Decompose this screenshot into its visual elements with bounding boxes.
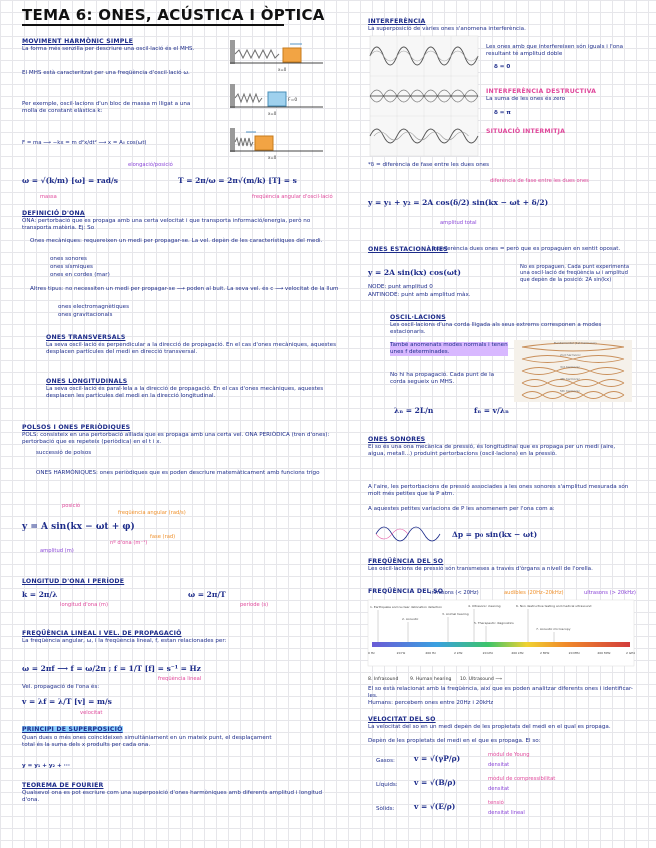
label-position: posició bbox=[62, 503, 81, 509]
spectrum-tick-label: 2 MHz bbox=[540, 651, 550, 655]
superposicio-text: Quan dues o més ones coincideixen simultàniament en un mateix punt, el desplaçament total és la suma dels x produïts per cada ona. bbox=[22, 735, 272, 748]
spectrum-tick-label: 0 Hz bbox=[368, 651, 375, 655]
equation-gas: v = √(γP/ρ) bbox=[414, 754, 461, 763]
spectrum-foot-2: 9. Human hearing bbox=[410, 677, 452, 682]
spectrum-foot-1: 8. Infrasound bbox=[368, 677, 399, 682]
mhs-paragraph-1: La forma més senzilla per descriure una oscil·lació és el MHS. bbox=[22, 46, 195, 52]
spectrum-foot-3: 10. Ultrasound ⟶ bbox=[460, 677, 502, 682]
velocitat-text-2: Depèn de les propietats del medi en el que es propaga. El so: bbox=[368, 738, 541, 744]
spring-label-1: x=0 bbox=[278, 67, 287, 72]
freqso-text-3: Humans: percebem ones entre 20Hz i 20kHz bbox=[368, 700, 494, 706]
equation-w: ω = 2π/T bbox=[188, 590, 226, 599]
label-velocity: velocitat bbox=[80, 710, 103, 716]
mhs-paragraph-2: El MHS està caracteritzat per una freqüència d'oscil·lació ω. bbox=[22, 70, 190, 76]
longitud-heading: LONGITUD D'ONA I PERÍODE bbox=[22, 578, 125, 585]
spring-block-2 bbox=[230, 84, 323, 116]
label-infrasound: infrasons (< 20Hz) bbox=[430, 590, 479, 596]
antinode-definition: ANTINODE: punt amb amplitud màx. bbox=[368, 292, 471, 298]
equation-lambda-n: λₙ = 2L/n bbox=[394, 406, 434, 415]
interferencia-heading: INTERFERÈNCIA bbox=[368, 18, 426, 25]
harmonic-label-1: Fundamental (1st harmonic) bbox=[554, 341, 597, 345]
medium-gas: Gasos: bbox=[376, 758, 395, 764]
equation-solid: v = √(E/ρ) bbox=[414, 802, 456, 811]
harmonic-label-5: 5th harmonic bbox=[560, 389, 581, 393]
destructive-heading: INTERFERÈNCIA DESTRUCTIVA bbox=[486, 88, 597, 95]
sonores-heading: ONES SONORES bbox=[368, 436, 426, 443]
longitudinal-heading: ONES LONGITUDINALS bbox=[46, 378, 128, 385]
spectrum-tick-label: 2 GHz bbox=[626, 651, 636, 655]
velocitat-text: La velocitat del so en un medi depèn de les propietats del medi en el qual es propaga. bbox=[368, 724, 611, 730]
superposicio-equation: y = y₁ + y₂ + ··· bbox=[22, 763, 70, 769]
mech-item-3: ones en cordes (mar) bbox=[50, 272, 110, 278]
spring-label-3: x=0 bbox=[268, 155, 277, 160]
fourier-text: Qualsevol ona es pot escriure com una superposició d'ones harmòniques amb diferents amplitud i longitud d'ona. bbox=[22, 790, 323, 803]
harmonics-diagram bbox=[514, 340, 632, 402]
delta-pi: δ = π bbox=[494, 110, 511, 116]
interference-waves bbox=[370, 36, 478, 156]
label-mass: massa bbox=[40, 194, 57, 200]
mhs-paragraph-3: Per exemple, oscil·lacions d'un bloc de massa m lligat a una molla de constant elàstica k: bbox=[22, 101, 191, 114]
delta-zero: δ = 0 bbox=[494, 64, 511, 70]
spectrum-tick-label: 200 kHz bbox=[511, 651, 524, 655]
medium-liquid: Líquids: bbox=[376, 782, 398, 788]
label-angular-frequency: freqüència angular d'oscil·lació bbox=[252, 194, 333, 200]
mhs-heading: MOVIMENT HARMÒNIC SIMPLE bbox=[22, 38, 134, 45]
label-gas-2: densitat bbox=[488, 762, 510, 768]
freqso-heading: FREQÜÈNCIA DEL SO bbox=[368, 558, 444, 565]
spectrum-tick-label: 200 MHz bbox=[597, 651, 611, 655]
velocitat-heading: VELOCITAT DEL SO bbox=[368, 716, 436, 723]
title-underline bbox=[22, 24, 284, 26]
label-liquid-2: densitat bbox=[488, 786, 510, 792]
polsos-definition: POLS: consisteix en una pertorbació aïllada que es propaga amb una certa vel. ONA PERIÒDICA (tren d'ones): pertorbació que es repeteix (periòdica) en el t i x. bbox=[22, 432, 330, 445]
estacionaries-text: Interferència dues ones = però que es propaguen en sentit oposat. bbox=[432, 246, 621, 252]
sonores-text-2: A l'aire, les pertorbacions de pressió associades a les ones sonores s'amplitud mesurada són molt més petites que la P atm. bbox=[368, 484, 629, 497]
chart-label-1: 1. Earthquake and nuclear detonation detection bbox=[370, 605, 443, 609]
label-total-amplitude: amplitud total bbox=[440, 220, 477, 226]
freqso-text-2: El so està relacionat amb la freqüència, així que es poden analitzar diferents ones i identificar-les. bbox=[368, 686, 633, 699]
freq-paragraph-2: Vel. propagació de l'ona és: bbox=[22, 684, 100, 690]
polsos-item-2: ONES HARMÒNIQUES: ones periòdiques que es poden descriure matemàticament amb funcions trigo bbox=[36, 470, 320, 476]
spring-label-2: x=0 bbox=[268, 111, 277, 116]
pressure-equation: Δp = p₀ sin(kx − ωt) bbox=[452, 530, 538, 539]
transversal-heading: ONES TRANSVERSALS bbox=[46, 334, 126, 341]
label-wave-number: nº d'ona (m⁻¹) bbox=[110, 540, 148, 546]
label-wavelength: longitud d'ona (m) bbox=[60, 602, 109, 608]
label-phase: fase (rad) bbox=[150, 534, 176, 540]
equation-harmonic-wave: y = A sin(kx − ωt + φ) bbox=[22, 522, 135, 532]
spring-diagrams bbox=[228, 38, 328, 168]
spectrum-tick-label: 20 MHz bbox=[568, 651, 580, 655]
longitudinal-text: La seva oscil·lació és paral·lela a la direcció de propagació. En el cas d'ones mecàniques, aquestes desplacen les partícules del medi en la direcció longitudinal. bbox=[46, 386, 324, 399]
equation-frequency: ω = 2πf ⟶ f = ω/2π ; f = 1/T [f] = s⁻¹ = Hz bbox=[22, 664, 201, 673]
oscillacions-text: Les oscil·lacions d'una corda lligada als seus extrems corresponen a modes estacionaris. bbox=[390, 322, 602, 335]
equation-k: k = 2π/λ bbox=[22, 590, 58, 599]
intermediate-heading: SITUACIÓ INTERMITJA bbox=[486, 128, 566, 135]
polsos-heading: POLSOS I ONES PERIÒDIQUES bbox=[22, 424, 131, 431]
freqso-text: Les oscil·lacions de pressió són transmeses a través d'òrgans a nivell de l'orella. bbox=[368, 566, 593, 572]
mech-item-2: ones sísmiques bbox=[50, 264, 93, 270]
medium-solid: Sòlids: bbox=[376, 806, 395, 812]
standing-wave-description: No es propaguen. Cada punt experimenta una oscil·lació de freqüència ω i amplitud que depèn de la posició: 2A sin(kx) bbox=[520, 264, 630, 283]
harmonic-label-3: 3rd harmonic bbox=[560, 365, 581, 369]
superposicio-heading: PRINCIPI DE SUPERPOSICIÓ bbox=[22, 726, 123, 733]
interference-equation: y = y₁ + y₂ = 2A cos(δ/2) sin(kx − ωt + δ/2) bbox=[368, 198, 549, 207]
label-audible: audibles (20Hz–20kHz) bbox=[504, 590, 564, 596]
label-phase-difference: diferència de fase entre les dues ones bbox=[490, 178, 589, 184]
equation-liquid: v = √(B/ρ) bbox=[414, 778, 456, 787]
label-solid-1: tensió bbox=[488, 800, 504, 806]
label-liquid-1: mòdul de compressibilitat bbox=[488, 776, 556, 782]
frequency-spectrum-bar bbox=[372, 642, 630, 647]
spectrum-tick-label: 20 Hz bbox=[396, 651, 406, 655]
chart-label-6: 6. Non destructive testing and medical ultrasound bbox=[516, 604, 592, 608]
mech-item-1: ones sonores bbox=[50, 256, 87, 262]
ona-heading: DEFINICIÓ D'ONA bbox=[22, 210, 85, 217]
label-angular-frequency-wave: freqüència angular (rad/s) bbox=[118, 510, 186, 516]
label-elongation: elongació/posició bbox=[128, 162, 173, 168]
freq-paragraph: La freqüència angular, ω, i la freqüència lineal, f, estan relacionades per: bbox=[22, 638, 227, 644]
fourier-heading: TEOREMA DE FOURIER bbox=[22, 782, 104, 789]
pressure-wave-icon bbox=[376, 520, 440, 548]
label-linear-frequency: freqüència lineal bbox=[158, 676, 202, 682]
page-title: TEMA 6: ONES, ACÚSTICA I ÒPTICA bbox=[22, 6, 325, 24]
standing-wave-equation: y = 2A sin(kx) cos(ωt) bbox=[368, 268, 461, 277]
label-period: període (s) bbox=[240, 602, 269, 608]
spectrum-tick-label: 200 Hz bbox=[425, 651, 436, 655]
equation-velocity: v = λf = λ/T [v] = m/s bbox=[22, 697, 112, 706]
harmonic-label-2: 2nd harmonic bbox=[560, 353, 581, 357]
svg-text:F=0: F=0 bbox=[288, 98, 298, 103]
ona-mechanical: Ones mecàniques: requereixen un medi per propagar-se. La vel. depèn de les característiques del medi. bbox=[30, 238, 323, 244]
destructive-text: La suma de les ones és zero bbox=[486, 96, 566, 102]
spectrum-heading: FREQÜÈNCIA DEL SO bbox=[368, 588, 444, 595]
freq-heading: FREQÜÈNCIA LINEAL I VEL. DE PROPAGACIÓ bbox=[22, 630, 182, 637]
ona-definition: ONA: pertorbació que es propaga amb una certa velocitat i que transporta informació/energia, però no transporta matèria. Ej: So bbox=[22, 218, 311, 231]
interferencia-text: La superposició de vàries ones s'anomena interferència. bbox=[368, 26, 526, 32]
harmonic-label-4: 4th harmonic bbox=[560, 377, 581, 381]
other-item-1: ones electromagnètiques bbox=[58, 304, 130, 310]
chart-label-3: 3. Animal hearing bbox=[442, 612, 469, 616]
other-item-2: ones gravitacionals bbox=[58, 312, 113, 318]
spring-block-1 bbox=[230, 40, 323, 72]
mhs-equation-motion: F = ma ⟶ −kx = m d²x/dt² ⟶ x = A₀ cos(ωt) bbox=[22, 140, 147, 146]
estacionaries-heading: ONES ESTACIONÀRIES bbox=[368, 246, 448, 253]
label-solid-2: densitat lineal bbox=[488, 810, 525, 816]
chart-label-7: 7. Acoustic microscopy bbox=[536, 627, 571, 631]
spectrum-tick-label: 2 kHz bbox=[454, 651, 463, 655]
spring-block-3 bbox=[230, 128, 323, 160]
node-definition: NODE: punt amplitud 0 bbox=[368, 284, 433, 290]
sonores-text: El so és una ona mecànica de pressió, és longitudinal que es propaga per un medi (aire, aigua, metall...) produint pertorbacions (oscil·lacions) en la pressió. bbox=[368, 444, 616, 457]
label-ultrasound: ultrasons (> 20kHz) bbox=[584, 590, 636, 596]
chart-label-4: 4. Ultrasonic cleaning bbox=[468, 604, 501, 608]
corda-text: No hi ha propagació. Cada punt de la corda segueix un MHS. bbox=[390, 372, 495, 385]
oscillacions-heading: OSCIL·LACIONS bbox=[390, 314, 446, 321]
equation-f-n: fₙ = v/λₙ bbox=[474, 406, 509, 415]
sonores-text-3: A aquestes petites variacions de P les anomenem per l'ona com a: bbox=[368, 506, 555, 512]
label-gas-1: mòdul de Young bbox=[488, 752, 530, 758]
label-amplitude: amplitud (m) bbox=[40, 548, 74, 554]
chart-label-2: 2. Acoustic bbox=[402, 617, 419, 621]
spectrum-tick-label: 20 kHz bbox=[482, 651, 494, 655]
modes-normals-text: També anomenats modes normals i tenen unes f determinades. bbox=[390, 342, 508, 355]
constructive-text: Les ones amb que interfereixen són iguals i l'ona resultant té amplitud doble bbox=[486, 44, 624, 57]
frequency-spectrum-chart bbox=[368, 600, 634, 666]
equation-omega: ω = √(k/m) [ω] = rad/s bbox=[22, 176, 118, 185]
polsos-item-1: successió de polsos bbox=[36, 450, 92, 456]
ona-other-types: Altres tipus: no necessiten un medi per propagar-se ⟶ poden al buit. La seva vel. és c ⟶ velocitat de la llum bbox=[30, 286, 339, 292]
transversal-text: La seva oscil·lació és perpendicular a la direcció de propagació. En el cas d'ones mecàniques, aquestes desplacen partícules del medi en direcció transversal. bbox=[46, 342, 336, 355]
delta-definition: *δ = diferència de fase entre les dues ones bbox=[368, 162, 490, 168]
equation-period: T = 2π/ω = 2π√(m/k) [T] = s bbox=[178, 176, 297, 185]
chart-label-5: 5. Therapeutic diagnostics bbox=[474, 621, 514, 625]
